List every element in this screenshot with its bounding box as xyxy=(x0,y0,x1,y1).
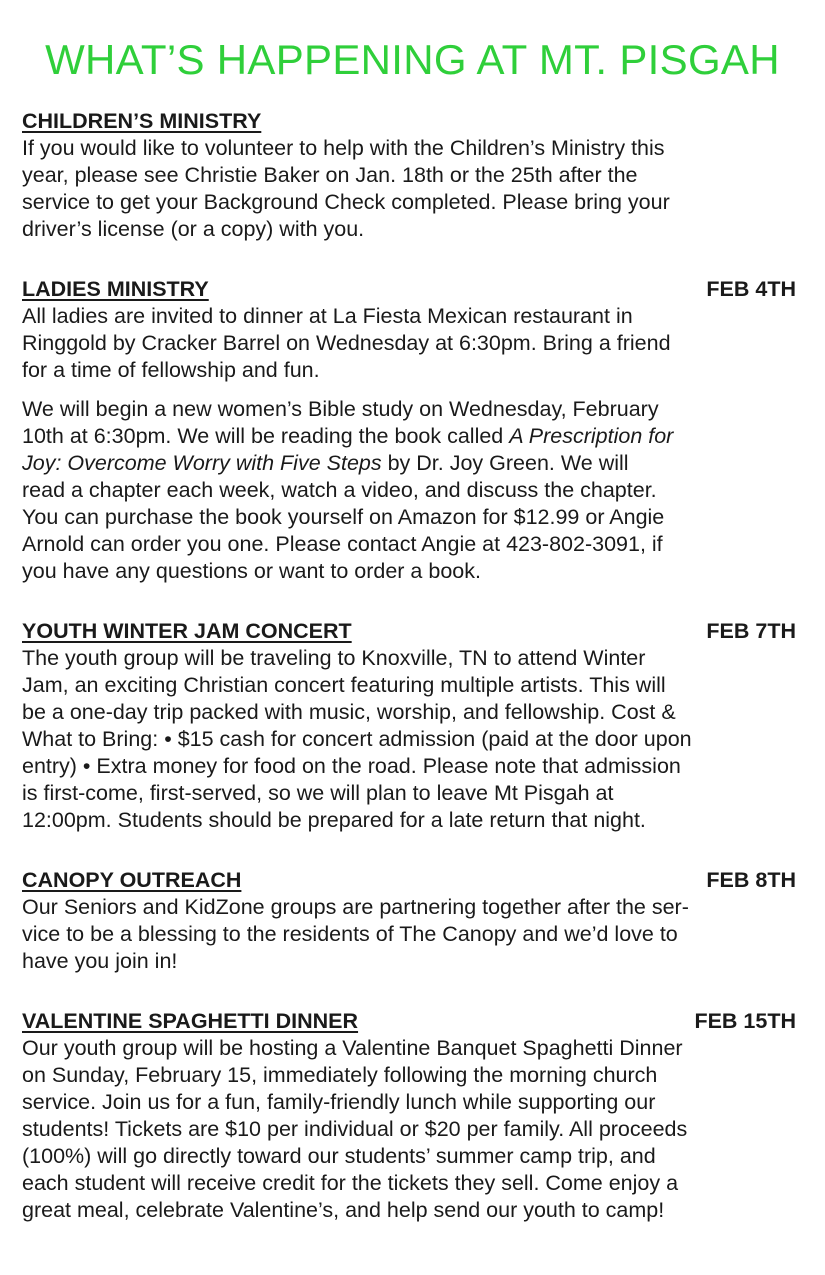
event-date: FEB 7TH xyxy=(706,619,796,643)
body-line: Jam, an exciting Christian concert featuring multiple artists. This will xyxy=(22,673,666,697)
body-line: 12:00pm. Students should be prepared for a late return that night. xyxy=(22,808,646,832)
section-heading: YOUTH WINTER JAM CONCERT xyxy=(22,619,352,643)
section-heading-row xyxy=(22,1007,802,1035)
body-line: driver’s license (or a copy) with you. xyxy=(22,217,365,241)
body-text: by Dr. Joy Green. We will xyxy=(381,451,629,475)
body-line: vice to be a blessing to the residents of The Canopy and we’d love to xyxy=(22,922,678,946)
body-line: (100%) will go directly toward our students’ summer camp trip, and xyxy=(22,1144,656,1168)
section-heading: LADIES MINISTRY xyxy=(22,277,209,301)
section-heading-row xyxy=(22,617,802,645)
body-text: 10th at 6:30pm. We will be reading the book called xyxy=(22,424,510,448)
body-line: Our youth group will be hosting a Valentine Banquet Spaghetti Dinner xyxy=(22,1036,683,1060)
body-line: The youth group will be traveling to Knoxville, TN to attend Winter xyxy=(22,646,646,670)
section-canopy-outreach xyxy=(22,866,802,975)
body-line: for a time of fellowship and fun. xyxy=(22,358,320,382)
section-heading-row xyxy=(22,866,802,894)
body-line: you have any questions or want to order a book. xyxy=(22,559,481,583)
body-line: Ringgold by Cracker Barrel on Wednesday at 6:30pm. Bring a friend xyxy=(22,331,671,355)
body-line: service to get your Background Check completed. Please bring your xyxy=(22,190,670,214)
book-title: A Prescription for xyxy=(509,424,674,448)
body-line: be a one-day trip packed with music, worship, and fellowship. Cost & xyxy=(22,700,676,724)
section-heading-row xyxy=(22,107,802,135)
section-heading: CANOPY OUTREACH xyxy=(22,868,242,892)
page-title: WHAT’S HAPPENING AT MT. PISGAH xyxy=(45,36,780,83)
body-line: entry) • Extra money for food on the road. Please note that admission xyxy=(22,754,681,778)
body-line xyxy=(22,423,802,450)
body-line: What to Bring: • $15 cash for concert admission (paid at the door upon xyxy=(22,727,692,751)
body-line xyxy=(22,450,802,477)
body-line: If you would like to volunteer to help with the Children’s Ministry this xyxy=(22,136,665,160)
body-line: Our Seniors and KidZone groups are partnering together after the ser- xyxy=(22,895,689,919)
body-line: read a chapter each week, watch a video, and discuss the chapter. xyxy=(22,478,657,502)
body-line: have you join in! xyxy=(22,949,178,973)
section-heading-row xyxy=(22,275,802,303)
body-line: is first-come, first-served, so we will plan to leave Mt Pisgah at xyxy=(22,781,614,805)
section-heading: CHILDREN’S MINISTRY xyxy=(22,109,262,133)
event-date: FEB 15TH xyxy=(694,1009,796,1033)
body-line: students! Tickets are $10 per individual or $20 per family. All proceeds xyxy=(22,1117,688,1141)
body-line: All ladies are invited to dinner at La Fiesta Mexican restaurant in xyxy=(22,304,633,328)
body-line: service. Join us for a fun, family-friendly lunch while supporting our xyxy=(22,1090,656,1114)
body-line: great meal, celebrate Valentine’s, and help send our youth to camp! xyxy=(22,1198,665,1222)
section-childrens-ministry xyxy=(22,107,802,243)
section-valentine-dinner xyxy=(22,1007,802,1224)
body-line: We will begin a new women’s Bible study on Wednesday, February xyxy=(22,397,659,421)
body-line: year, please see Christie Baker on Jan. 18th or the 25th after the xyxy=(22,163,638,187)
body-line: You can purchase the book yourself on Amazon for $12.99 or Angie xyxy=(22,505,665,529)
paragraph-gap xyxy=(22,384,802,396)
event-date: FEB 4TH xyxy=(706,277,796,301)
book-title: Joy: Overcome Worry with Five Steps xyxy=(22,451,382,475)
section-heading: VALENTINE SPAGHETTI DINNER xyxy=(22,1009,359,1033)
body-line: on Sunday, February 15, immediately following the morning church xyxy=(22,1063,658,1087)
body-line: each student will receive credit for the tickets they sell. Come enjoy a xyxy=(22,1171,679,1195)
section-ladies-ministry xyxy=(22,275,802,585)
event-date: FEB 8TH xyxy=(706,868,796,892)
body-line: Arnold can order you one. Please contact Angie at 423-802-3091, if xyxy=(22,532,663,556)
section-youth-winter-jam xyxy=(22,617,802,834)
